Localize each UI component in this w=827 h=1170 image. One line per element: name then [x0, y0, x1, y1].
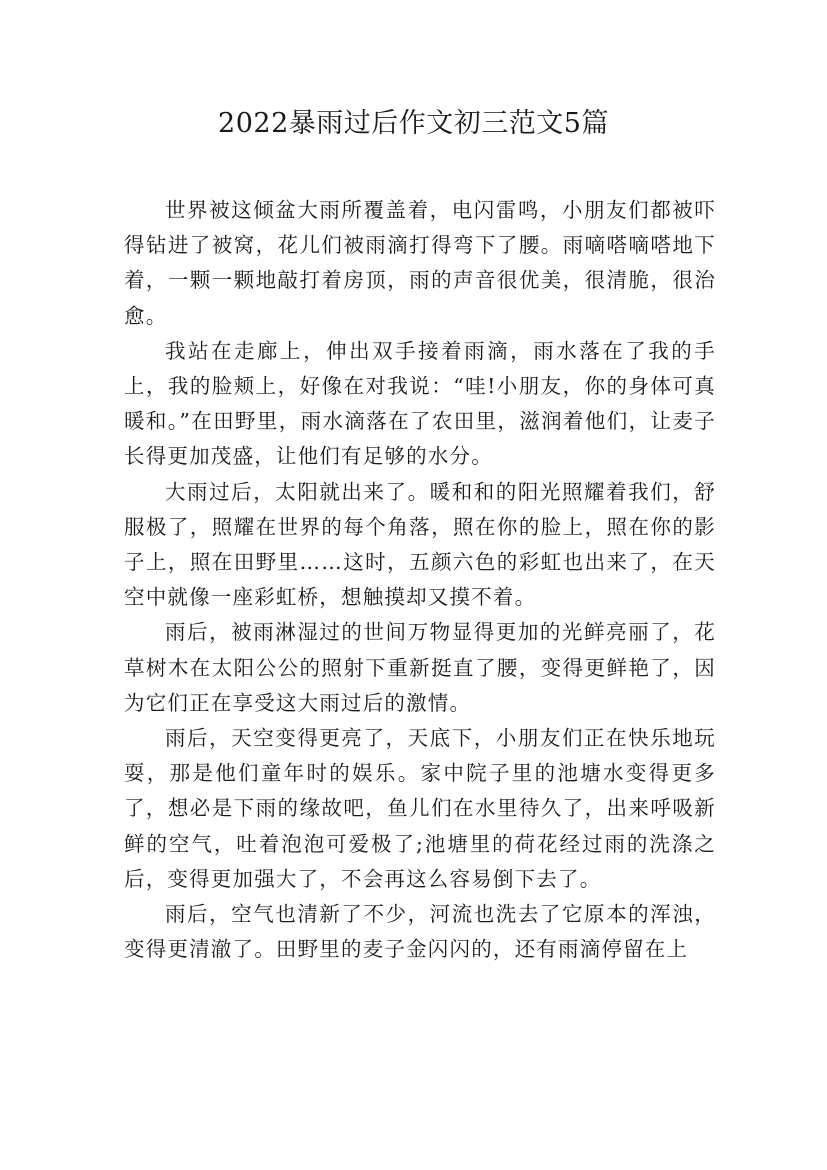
paragraph-5: 雨后，天空变得更亮了，天底下，小朋友们正在快乐地玩耍，那是他们童年时的娱乐。家中院子里的池塘水变得更多了，想必是下雨的缘故吧，鱼儿们在水里待久了，出来呼吸新鲜的空气，吐着泡泡可爱极了;池塘里的荷花经过雨的洗涤之后，变得更加强大了，不会再这么容易倒下去了。 — [124, 726, 716, 891]
document-title: 2022暴雨过后作文初三范文5篇 — [218, 108, 609, 139]
paragraph-2: 我站在走廊上，伸出双手接着雨滴，雨水落在了我的手上，我的脸颊上，好像在对我说：“哇!小朋友，你的身体可真暖和。”在田野里，雨水滴落在了农田里，滋润着他们，让麦子长得更加茂盛，让他们有足够的水分。 — [124, 338, 716, 469]
paragraph-6: 雨后，空气也清新了不少，河流也洗去了它原本的浑浊，变得更清澈了。田野里的麦子金闪闪的，还有雨滴停留在上 — [124, 902, 716, 962]
paragraph-1: 世界被这倾盆大雨所覆盖着，电闪雷鸣，小朋友们都被吓得钻进了被窝，花儿们被雨滴打得弯下了腰。雨嘀嗒嘀嗒地下着，一颗一颗地敲打着房顶，雨的声音很优美，很清脆，很治愈。 — [124, 198, 716, 328]
paragraph-4: 雨后，被雨淋湿过的世间万物显得更加的光鲜亮丽了，花草树木在太阳公公的照射下重新挺直了腰，变得更鲜艳了，因为它们正在享受这大雨过后的激情。 — [124, 620, 716, 715]
document-body — [124, 193, 716, 967]
paragraph-3: 大雨过后，太阳就出来了。暖和和的阳光照耀着我们，舒服极了，照耀在世界的每个角落，照在你的脸上，照在你的影子上，照在田野里……这时，五颜六色的彩虹也出来了，在天空中就像一座彩虹桥，想触摸却又摸不着。 — [124, 479, 716, 610]
